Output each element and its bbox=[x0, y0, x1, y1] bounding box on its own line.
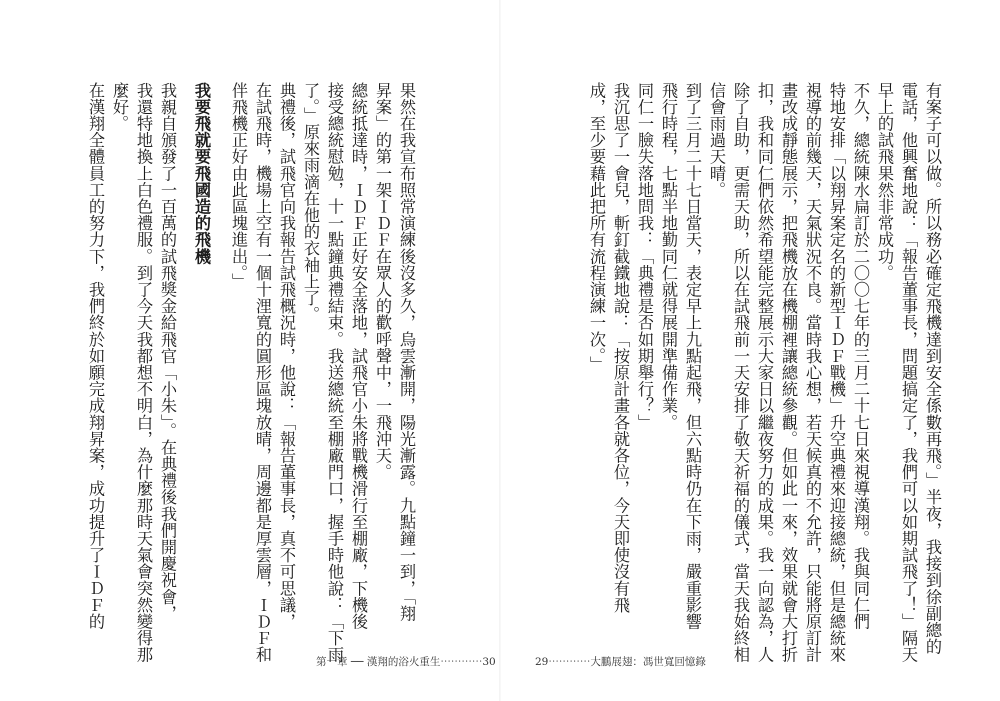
text-column: 我沉思了一會兒，斬釘截鐵地說：「按原計畫各就各位，今天即使沒有飛 bbox=[611, 82, 630, 614]
text-column: 了。」原來雨滴在他的衣袖上了。 bbox=[301, 82, 320, 323]
text-column: 不久，總統陳水扁訂於二〇〇七年的三月二十七日來視導漢翔。我與同仁們 bbox=[851, 82, 870, 630]
text-column: 總統抵達時，ＩＤＦ正好安全落地，試飛官小朱將戰機滑行至棚廠，下機後 bbox=[349, 82, 368, 630]
page-gutter bbox=[499, 0, 501, 701]
text-column: 伴飛機正好由此區塊進出。」 bbox=[229, 82, 248, 290]
text-column: 同仁一臉失落地問我：「典禮是否如期舉行？」 bbox=[635, 82, 654, 431]
section-heading: 我要飛就要飛國造的飛機 bbox=[192, 82, 211, 265]
text-column: 電話，他興奮地說：「報告董事長，問題搞定了，我們可以如期試飛了！」隔天 bbox=[899, 82, 918, 663]
text-column: 飛行時程，七點半地勤同仁就得展開準備作業。 bbox=[659, 82, 678, 431]
text-column: 信會雨過天晴。 bbox=[707, 82, 726, 199]
text-column: 昇案」的第一架ＩＤＦ在眾人的歡呼聲中，一飛沖天。 bbox=[373, 82, 392, 481]
text-column: 扣，我和同仁們依然希望能完整展示大家日以繼夜努力的成果。我一向認為，人 bbox=[755, 82, 774, 663]
text-column: 到了三月二十七日當天，表定早上九點起飛，但六點時仍在下雨，嚴重影響 bbox=[683, 82, 702, 630]
text-column: 特地安排「以翔昇案定名的新型ＩＤＦ戰機」升空典禮來迎接總統，但是總統來 bbox=[827, 82, 846, 663]
text-column: 我還特地換上白色禮服。到了今天我都想不明白，為什麼那時天氣會突然變得那 bbox=[134, 82, 153, 663]
text-column: 我親自頒發了一百萬的試飛獎金給飛官「小朱」。在典禮後我們開慶祝會， bbox=[158, 82, 177, 622]
text-column: 成，至少要藉此把所有流程演練一次。」 bbox=[587, 82, 606, 373]
text-column: 典禮後，試飛官向我報告試飛概況時，他說：「報告董事長，真不可思議， bbox=[277, 82, 296, 630]
text-column: 除了自助，更需天助，所以在試飛前一天安排了敬天祈福的儀式，當天我始終相 bbox=[731, 82, 750, 663]
text-column: 有案子可以做。所以務必確定飛機達到安全係數再飛。」半夜，我接到徐副總的 bbox=[923, 82, 942, 655]
text-column: 畫改成靜態展示，把飛機放在機棚裡讓總統參觀。但如此一來，效果就會大打折 bbox=[779, 82, 798, 663]
text-column: 在漢翔全體員工的努力下，我們終於如願完成翔昇案，成功提升了ＩＤＦ的 bbox=[86, 82, 105, 630]
text-column: 早上的試飛果然非常成功。 bbox=[875, 82, 894, 282]
text-column: 在試飛時，機場上空有一個十浬寬的圓形區塊放晴，周邊都是厚雲層，ＩＤＦ和 bbox=[253, 82, 272, 663]
text-column: 果然在我宣布照常演練後沒多久，烏雲漸開，陽光漸露。九點鐘一到，「翔 bbox=[397, 82, 416, 622]
text-column: 視導的前幾天，天氣狀況不良。當時我心想，若天候真的不允許，只能將原訂計 bbox=[803, 82, 822, 663]
text-column: 麼好。 bbox=[110, 82, 129, 132]
text-column: 接受總統慰勉，十一點鐘典禮結束。我送總統至棚廠門口，握手時他說：「下雨 bbox=[325, 82, 344, 663]
page-footer-right: 29⋯⋯⋯⋯大鵬展翅：馮世寬回憶錄 bbox=[535, 656, 706, 668]
page-footer-left: 第一章 ── 漢翔的浴火重生⋯⋯⋯⋯30 bbox=[316, 656, 496, 668]
